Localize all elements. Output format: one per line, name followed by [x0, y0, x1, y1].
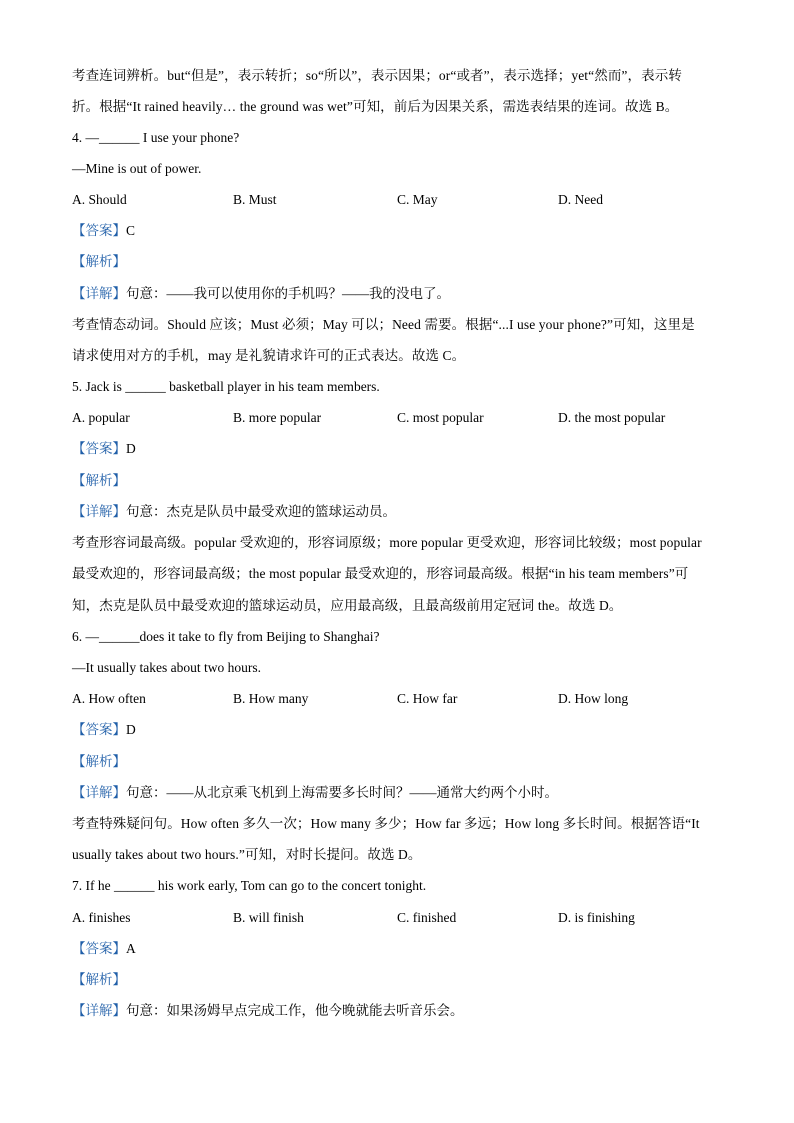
option-a: A. How often — [72, 691, 146, 706]
option-b: B. will finish — [233, 910, 304, 925]
option-c: C. How far — [397, 691, 458, 706]
option-b: B. more popular — [233, 410, 322, 425]
explanation-line: 考查形容词最高级。popular 受欢迎的，形容词原级；more popular 更受欢迎，形容词比较级；most popular — [72, 535, 702, 550]
question-6-stem: 6. —______does it take to fly from Beijing to Shanghai? — [72, 629, 380, 644]
option-d: D. How long — [558, 691, 629, 706]
analysis-label — [72, 471, 126, 491]
detail-text: 句意：如果汤姆早点完成工作，他今晚就能去听音乐会。 — [126, 1003, 464, 1018]
answer-row — [72, 221, 135, 241]
answer-label: 【答案】 — [72, 441, 126, 456]
explanation-line: 考查情态动词。Should 应该；Must 必须；May 可以；Need 需要。根据“...I use your phone?”可知，这里是 — [72, 317, 695, 332]
answer-label: 【答案】 — [72, 722, 126, 737]
explanation-line: 折。根据“It rained heavily… the ground was wet”可知，前后为因果关系，需选表结果的连词。故选 B。 — [72, 99, 679, 114]
detail-text: 句意：杰克是队员中最受欢迎的篮球运动员。 — [126, 504, 396, 519]
detail-row — [72, 783, 558, 803]
option-b: B. How many — [233, 691, 309, 706]
question-6-options — [72, 689, 722, 709]
question-5-stem: 5. Jack is ______ basketball player in his team members. — [72, 379, 380, 394]
explanation-line: 考查特殊疑问句。How often 多久一次；How many 多少；How far 多远；How long 多长时间。根据答语“It — [72, 816, 700, 831]
question-6-reply: —It usually takes about two hours. — [72, 660, 261, 675]
detail-label: 【详解】 — [72, 286, 126, 301]
analysis-tag: 【解析】 — [72, 473, 126, 488]
detail-row — [72, 1001, 464, 1021]
option-b: B. Must — [233, 192, 277, 207]
option-c: C. most popular — [397, 410, 484, 425]
explanation-line: 最受欢迎的，形容词最高级；the most popular 最受欢迎的，形容词最高级。根据“in his team members”可 — [72, 566, 689, 581]
question-7-stem: 7. If he ______ his work early, Tom can go to the concert tonight. — [72, 878, 427, 893]
analysis-tag: 【解析】 — [72, 972, 126, 987]
detail-text: 句意：——我可以使用你的手机吗？——我的没电了。 — [126, 286, 450, 301]
option-a: A. Should — [72, 192, 127, 207]
answer-value: A — [126, 941, 136, 956]
detail-label: 【详解】 — [72, 785, 126, 800]
analysis-tag: 【解析】 — [72, 754, 126, 769]
explanation-line: 知，杰克是队员中最受欢迎的篮球运动员，应用最高级，且最高级前用定冠词 the。故选 D。 — [72, 598, 623, 613]
answer-row — [72, 939, 136, 959]
option-c: C. finished — [397, 910, 457, 925]
answer-value: D — [126, 722, 136, 737]
analysis-tag: 【解析】 — [72, 254, 126, 269]
option-c: C. May — [397, 192, 438, 207]
option-d: D. the most popular — [558, 410, 666, 425]
answer-label: 【答案】 — [72, 941, 126, 956]
detail-label: 【详解】 — [72, 504, 126, 519]
question-7-options — [72, 908, 722, 928]
detail-row — [72, 502, 396, 522]
option-a: A. finishes — [72, 910, 131, 925]
detail-row — [72, 284, 450, 304]
explanation-line: usually takes about two hours.”可知，对时长提问。故选 D。 — [72, 847, 422, 862]
question-4-stem: 4. —______ I use your phone? — [72, 130, 240, 145]
option-d: D. Need — [558, 192, 603, 207]
question-4-reply: —Mine is out of power. — [72, 161, 202, 176]
analysis-label — [72, 252, 126, 272]
question-4-options — [72, 190, 722, 210]
question-5-options — [72, 408, 722, 428]
answer-value: D — [126, 441, 136, 456]
answer-value: C — [126, 223, 136, 238]
answer-row — [72, 439, 136, 459]
explanation-line: 考查连词辨析。but“但是”，表示转折；so“所以”，表示因果；or“或者”，表示选择；yet“然而”，表示转 — [72, 68, 682, 83]
detail-text: 句意：——从北京乘飞机到上海需要多长时间？——通常大约两个小时。 — [126, 785, 558, 800]
option-a: A. popular — [72, 410, 130, 425]
answer-label: 【答案】 — [72, 223, 126, 238]
analysis-label — [72, 752, 126, 772]
analysis-label — [72, 970, 126, 990]
option-d: D. is finishing — [558, 910, 635, 925]
detail-label: 【详解】 — [72, 1003, 126, 1018]
explanation-line: 请求使用对方的手机，may 是礼貌请求许可的正式表达。故选 C。 — [72, 348, 466, 363]
answer-row — [72, 720, 136, 740]
